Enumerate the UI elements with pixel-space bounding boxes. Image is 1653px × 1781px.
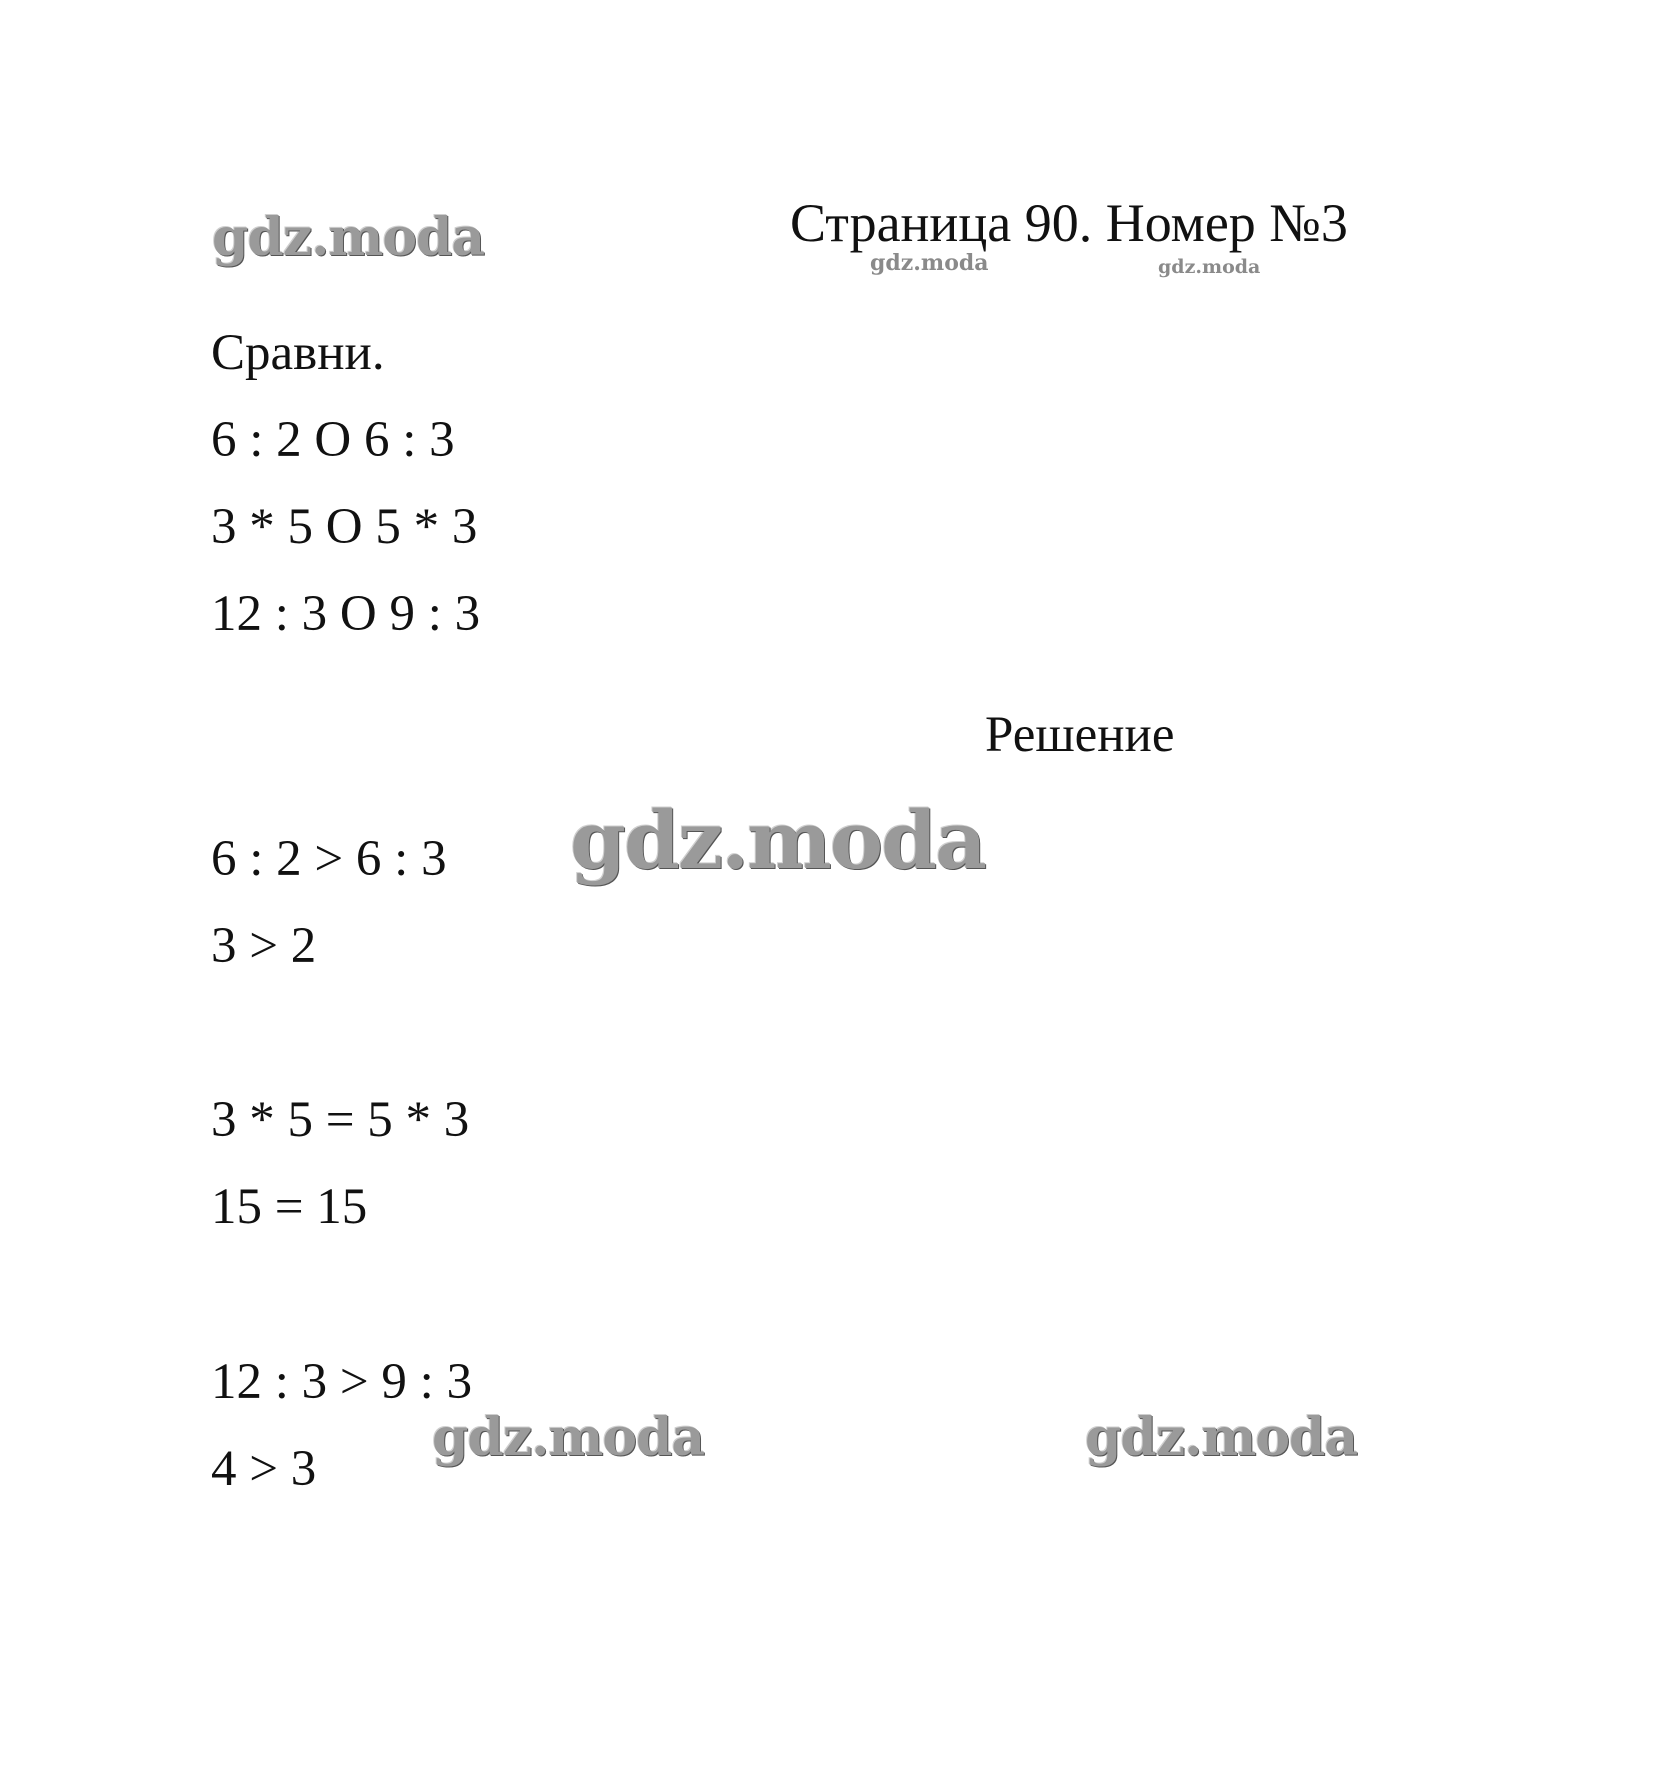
solution-comparison: 6 : 2 > 6 : 3 xyxy=(211,831,447,887)
task-instruction: Сравни. xyxy=(211,325,385,381)
solution-comparison: 3 * 5 = 5 * 3 xyxy=(211,1092,470,1148)
solution-result: 4 > 3 xyxy=(211,1441,317,1497)
page-title: Страница 90. Номер №3 xyxy=(790,193,1348,253)
watermark-bottom-left: gdz.moda xyxy=(432,1407,705,1468)
task-expression: 3 * 5 О 5 * 3 xyxy=(211,499,478,555)
solution-heading: Решение xyxy=(985,707,1175,763)
solution-result: 15 = 15 xyxy=(211,1179,368,1235)
watermark-bottom-right: gdz.moda xyxy=(1085,1407,1358,1468)
solution-result: 3 > 2 xyxy=(211,918,317,974)
watermark-center: gdz.moda xyxy=(570,793,985,887)
task-expression: 12 : 3 О 9 : 3 xyxy=(211,586,481,642)
task-expression: 6 : 2 О 6 : 3 xyxy=(211,412,455,468)
watermark-under-title-1: gdz.moda xyxy=(870,250,989,276)
solution-comparison: 12 : 3 > 9 : 3 xyxy=(211,1354,473,1410)
watermark-under-title-2: gdz.moda xyxy=(1158,256,1261,278)
watermark-top-left: gdz.moda xyxy=(212,207,485,268)
